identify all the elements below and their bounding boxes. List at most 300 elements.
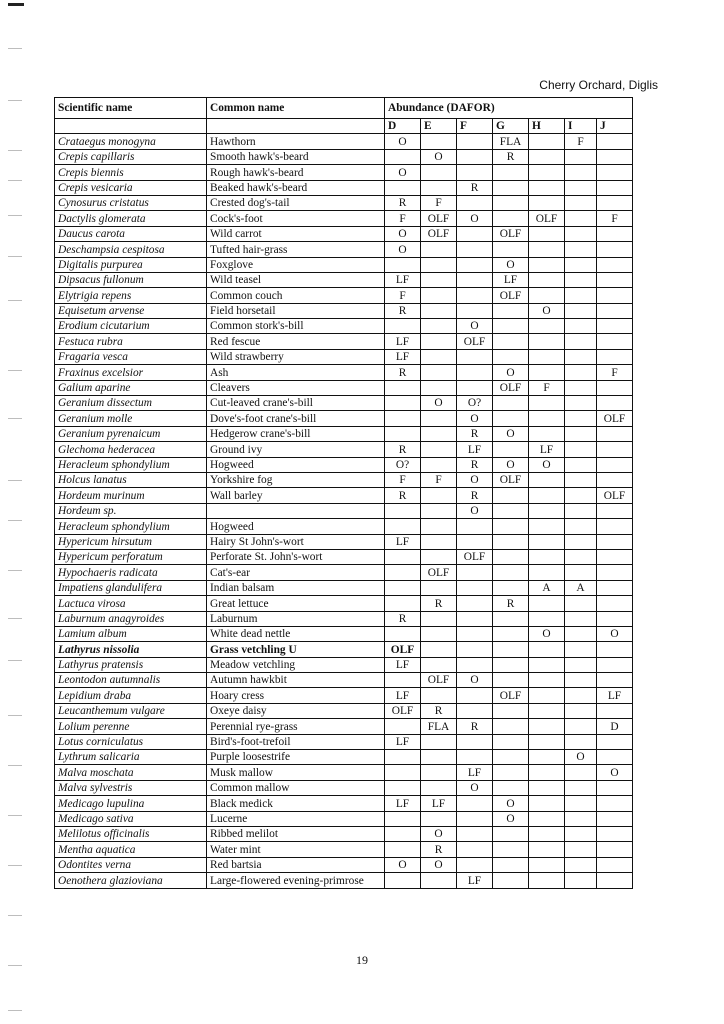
abundance-cell-f: O [457, 411, 493, 426]
abundance-cell-g [493, 180, 529, 195]
margin-tick [8, 1010, 22, 1011]
abundance-cell-f [457, 349, 493, 364]
scientific-name-cell: Lotus corniculatus [55, 734, 207, 749]
abundance-cell-i [565, 411, 597, 426]
abundance-cell-j [597, 180, 633, 195]
abundance-cell-f: OLF [457, 334, 493, 349]
abundance-cell-h: O [529, 303, 565, 318]
abundance-cell-h [529, 195, 565, 210]
abundance-cell-e [421, 272, 457, 287]
abundance-cell-e [421, 503, 457, 518]
abundance-cell-e: F [421, 472, 457, 487]
scientific-name-cell: Glechoma hederacea [55, 442, 207, 457]
abundance-cell-f: LF [457, 873, 493, 888]
abundance-cell-d: LF [385, 272, 421, 287]
abundance-cell-i [565, 503, 597, 518]
abundance-cell-d [385, 811, 421, 826]
abundance-cell-e [421, 134, 457, 149]
abundance-cell-e [421, 750, 457, 765]
table-row [55, 734, 633, 749]
common-name-cell: Red bartsia [207, 857, 385, 872]
abundance-cell-h [529, 826, 565, 841]
abundance-cell-f: O? [457, 396, 493, 411]
abundance-cell-i [565, 534, 597, 549]
abundance-cell-g [493, 195, 529, 210]
scientific-name-cell: Fraxinus excelsior [55, 365, 207, 380]
abundance-cell-h [529, 534, 565, 549]
table-row [55, 488, 633, 503]
common-name-cell: Wild carrot [207, 226, 385, 241]
abundance-cell-j [597, 503, 633, 518]
abundance-cell-h [529, 596, 565, 611]
abundance-cell-h [529, 257, 565, 272]
scientific-name-cell: Hypericum perforatum [55, 549, 207, 564]
abundance-cell-j [597, 611, 633, 626]
abundance-cell-d [385, 673, 421, 688]
scientific-name-cell: Cynosurus cristatus [55, 195, 207, 210]
scientific-name-cell: Crepis vesicaria [55, 180, 207, 195]
abundance-cell-h [529, 411, 565, 426]
abundance-cell-d: F [385, 211, 421, 226]
abundance-cell-d [385, 380, 421, 395]
scientific-name-cell: Crataegus monogyna [55, 134, 207, 149]
abundance-cell-e [421, 611, 457, 626]
common-name-cell: Crested dog's-tail [207, 195, 385, 210]
abundance-cell-i [565, 257, 597, 272]
abundance-cell-e [421, 288, 457, 303]
common-name-cell: Wild strawberry [207, 349, 385, 364]
abundance-cell-f [457, 534, 493, 549]
abundance-cell-i [565, 826, 597, 841]
abundance-cell-g [493, 611, 529, 626]
table-row [55, 195, 633, 210]
abundance-cell-d [385, 519, 421, 534]
abundance-cell-j [597, 134, 633, 149]
abundance-cell-j [597, 703, 633, 718]
abundance-cell-f: O [457, 503, 493, 518]
abundance-cell-d: O [385, 242, 421, 257]
abundance-cell-g [493, 750, 529, 765]
margin-tick [8, 618, 22, 619]
abundance-cell-f [457, 842, 493, 857]
common-name-cell [207, 503, 385, 518]
abundance-cell-h [529, 165, 565, 180]
margin-tick [8, 150, 22, 151]
scientific-name-cell: Medicago lupulina [55, 796, 207, 811]
abundance-cell-d: O [385, 226, 421, 241]
common-name-cell: Dove's-foot crane's-bill [207, 411, 385, 426]
margin-tick [8, 48, 22, 49]
common-name-cell: Beaked hawk's-beard [207, 180, 385, 195]
abundance-cell-j [597, 349, 633, 364]
abundance-cell-g [493, 396, 529, 411]
abundance-cell-h [529, 226, 565, 241]
scientific-name-cell: Holcus lanatus [55, 472, 207, 487]
scientific-name-cell: Lathyrus nissolia [55, 642, 207, 657]
abundance-cell-e [421, 257, 457, 272]
scientific-name-cell: Crepis biennis [55, 165, 207, 180]
abundance-cell-j [597, 857, 633, 872]
abundance-cell-g [493, 411, 529, 426]
abundance-cell-h [529, 349, 565, 364]
abundance-cell-f: O [457, 673, 493, 688]
abundance-cell-f [457, 303, 493, 318]
abundance-cell-f [457, 857, 493, 872]
common-name-cell: Laburnum [207, 611, 385, 626]
table-row [55, 857, 633, 872]
abundance-cell-i [565, 519, 597, 534]
abundance-cell-d: LF [385, 657, 421, 672]
abundance-cell-i [565, 195, 597, 210]
abundance-cell-f [457, 519, 493, 534]
table-row [55, 149, 633, 164]
abundance-cell-d: LF [385, 334, 421, 349]
abundance-cell-i [565, 842, 597, 857]
abundance-cell-f [457, 596, 493, 611]
abundance-cell-e [421, 626, 457, 641]
abundance-cell-i [565, 288, 597, 303]
abundance-cell-j [597, 242, 633, 257]
scientific-name-cell: Leucanthemum vulgare [55, 703, 207, 718]
abundance-cell-j [597, 734, 633, 749]
abundance-cell-i [565, 549, 597, 564]
table-row [55, 211, 633, 226]
abundance-cell-i [565, 796, 597, 811]
scientific-name-cell: Dactylis glomerata [55, 211, 207, 226]
scientific-name-cell: Dipsacus fullonum [55, 272, 207, 287]
abundance-cell-d [385, 319, 421, 334]
abundance-cell-i [565, 565, 597, 580]
common-name-cell: Oxeye daisy [207, 703, 385, 718]
abundance-cell-d [385, 580, 421, 595]
corner-mark [8, 3, 24, 6]
abundance-cell-f [457, 657, 493, 672]
abundance-cell-h [529, 642, 565, 657]
abundance-cell-d [385, 396, 421, 411]
abundance-cell-i [565, 334, 597, 349]
table-row [55, 257, 633, 272]
abundance-cell-j [597, 580, 633, 595]
abundance-cell-e [421, 580, 457, 595]
abundance-cell-d: R [385, 365, 421, 380]
common-name-cell: Common couch [207, 288, 385, 303]
abundance-cell-i [565, 211, 597, 226]
common-name-cell: Ribbed melilot [207, 826, 385, 841]
common-name-cell: Cock's-foot [207, 211, 385, 226]
abundance-cell-d [385, 750, 421, 765]
abundance-cell-g [493, 873, 529, 888]
abundance-cell-d [385, 503, 421, 518]
abundance-cell-f [457, 257, 493, 272]
abundance-cell-d [385, 411, 421, 426]
abundance-cell-d: O [385, 165, 421, 180]
abundance-cell-g [493, 842, 529, 857]
abundance-cell-d [385, 873, 421, 888]
abundance-cell-g [493, 242, 529, 257]
abundance-cell-e [421, 488, 457, 503]
abundance-cell-h [529, 365, 565, 380]
abundance-cell-d [385, 719, 421, 734]
abundance-cell-g: OLF [493, 380, 529, 395]
abundance-cell-d: O? [385, 457, 421, 472]
table-row [55, 288, 633, 303]
scientific-name-cell: Mentha aquatica [55, 842, 207, 857]
scientific-name-cell: Melilotus officinalis [55, 826, 207, 841]
header-blank [207, 119, 385, 134]
abundance-cell-e [421, 688, 457, 703]
abundance-cell-d [385, 565, 421, 580]
common-name-cell: Musk mallow [207, 765, 385, 780]
table-row [55, 411, 633, 426]
abundance-cell-e: O [421, 396, 457, 411]
abundance-cell-f [457, 195, 493, 210]
abundance-cell-j [597, 334, 633, 349]
abundance-cell-e [421, 380, 457, 395]
common-name-cell: Wall barley [207, 488, 385, 503]
abundance-cell-g: LF [493, 272, 529, 287]
abundance-cell-h [529, 396, 565, 411]
abundance-cell-i [565, 611, 597, 626]
abundance-cell-h [529, 688, 565, 703]
header-col-j: J [597, 119, 633, 134]
abundance-cell-j [597, 826, 633, 841]
scientific-name-cell: Medicago sativa [55, 811, 207, 826]
margin-tick [8, 520, 22, 521]
abundance-cell-i [565, 272, 597, 287]
abundance-cell-g [493, 349, 529, 364]
abundance-cell-g: OLF [493, 688, 529, 703]
common-name-cell: Smooth hawk's-beard [207, 149, 385, 164]
abundance-cell-e [421, 242, 457, 257]
abundance-cell-g: OLF [493, 472, 529, 487]
abundance-cell-f [457, 750, 493, 765]
abundance-cell-i [565, 303, 597, 318]
abundance-cell-g: FLA [493, 134, 529, 149]
scientific-name-cell: Elytrigia repens [55, 288, 207, 303]
common-name-cell: Perforate St. John's-wort [207, 549, 385, 564]
abundance-cell-h [529, 503, 565, 518]
scientific-name-cell: Festuca rubra [55, 334, 207, 349]
abundance-cell-d: F [385, 472, 421, 487]
abundance-cell-i [565, 396, 597, 411]
scientific-name-cell: Equisetum arvense [55, 303, 207, 318]
common-name-cell: Hogweed [207, 457, 385, 472]
table-row [55, 272, 633, 287]
margin-tick [8, 865, 22, 866]
common-name-cell: Great lettuce [207, 596, 385, 611]
abundance-cell-g [493, 549, 529, 564]
abundance-cell-f: R [457, 488, 493, 503]
abundance-cell-e: O [421, 149, 457, 164]
abundance-cell-g: O [493, 811, 529, 826]
table-row [55, 503, 633, 518]
abundance-cell-d: LF [385, 734, 421, 749]
abundance-cell-h [529, 472, 565, 487]
abundance-cell-e: FLA [421, 719, 457, 734]
table-row [55, 688, 633, 703]
abundance-cell-g [493, 519, 529, 534]
scientific-name-cell: Daucus carota [55, 226, 207, 241]
scientific-name-cell: Geranium molle [55, 411, 207, 426]
abundance-cell-j [597, 549, 633, 564]
abundance-cell-h [529, 288, 565, 303]
abundance-cell-g [493, 319, 529, 334]
common-name-cell: Bird's-foot-trefoil [207, 734, 385, 749]
scientific-name-cell: Laburnum anagyroides [55, 611, 207, 626]
common-name-cell: Field horsetail [207, 303, 385, 318]
table-row [55, 319, 633, 334]
header-abundance: Abundance (DAFOR) [385, 98, 633, 119]
margin-tick [8, 256, 22, 257]
scientific-name-cell: Lepidium draba [55, 688, 207, 703]
abundance-cell-j [597, 457, 633, 472]
abundance-cell-e: R [421, 703, 457, 718]
abundance-cell-j [597, 780, 633, 795]
abundance-cell-f [457, 365, 493, 380]
abundance-cell-g [493, 211, 529, 226]
abundance-cell-j [597, 165, 633, 180]
abundance-cell-i [565, 596, 597, 611]
abundance-cell-f: R [457, 180, 493, 195]
abundance-cell-e [421, 365, 457, 380]
abundance-cell-g [493, 565, 529, 580]
abundance-cell-i [565, 734, 597, 749]
common-name-cell: Cut-leaved crane's-bill [207, 396, 385, 411]
abundance-cell-d [385, 549, 421, 564]
common-name-cell: Yorkshire fog [207, 472, 385, 487]
abundance-cell-h: F [529, 380, 565, 395]
abundance-cell-j [597, 396, 633, 411]
abundance-cell-d: LF [385, 688, 421, 703]
abundance-cell-f [457, 242, 493, 257]
abundance-cell-f [457, 826, 493, 841]
abundance-cell-f: R [457, 719, 493, 734]
scientific-name-cell: Digitalis purpurea [55, 257, 207, 272]
abundance-cell-f: LF [457, 765, 493, 780]
margin-tick [8, 815, 22, 816]
common-name-cell: Large-flowered evening-primrose [207, 873, 385, 888]
common-name-cell: Perennial rye-grass [207, 719, 385, 734]
scientific-name-cell: Malva sylvestris [55, 780, 207, 795]
abundance-cell-h [529, 319, 565, 334]
abundance-cell-d [385, 426, 421, 441]
table-row [55, 565, 633, 580]
abundance-cell-h: A [529, 580, 565, 595]
table-row [55, 719, 633, 734]
common-name-cell: Red fescue [207, 334, 385, 349]
abundance-cell-i: A [565, 580, 597, 595]
abundance-cell-i [565, 626, 597, 641]
abundance-cell-f [457, 565, 493, 580]
abundance-cell-e: OLF [421, 226, 457, 241]
abundance-cell-g [493, 442, 529, 457]
margin-tick [8, 370, 22, 371]
common-name-cell: Common mallow [207, 780, 385, 795]
abundance-cell-f: OLF [457, 549, 493, 564]
margin-tick [8, 100, 22, 101]
abundance-cell-e [421, 811, 457, 826]
abundance-cell-f [457, 642, 493, 657]
header-col-f: F [457, 119, 493, 134]
abundance-cell-f [457, 703, 493, 718]
abundance-cell-h [529, 488, 565, 503]
abundance-cell-e [421, 442, 457, 457]
abundance-cell-h [529, 734, 565, 749]
abundance-cell-i [565, 319, 597, 334]
table-row [55, 334, 633, 349]
table-row [55, 472, 633, 487]
table-row [55, 765, 633, 780]
table-row [55, 396, 633, 411]
abundance-cell-i [565, 180, 597, 195]
table-row [55, 596, 633, 611]
table-row [55, 442, 633, 457]
abundance-cell-j [597, 873, 633, 888]
abundance-cell-i [565, 149, 597, 164]
abundance-cell-j [597, 842, 633, 857]
abundance-cell-h [529, 796, 565, 811]
abundance-cell-i: O [565, 750, 597, 765]
abundance-cell-h [529, 334, 565, 349]
abundance-cell-j: D [597, 719, 633, 734]
common-name-cell: Cat's-ear [207, 565, 385, 580]
common-name-cell: Meadow vetchling [207, 657, 385, 672]
abundance-cell-i [565, 873, 597, 888]
abundance-cell-j [597, 673, 633, 688]
abundance-cell-i [565, 857, 597, 872]
margin-tick [8, 765, 22, 766]
abundance-cell-f [457, 149, 493, 164]
abundance-cell-i [565, 703, 597, 718]
abundance-cell-h [529, 673, 565, 688]
abundance-cell-g: OLF [493, 226, 529, 241]
abundance-cell-j: O [597, 765, 633, 780]
scientific-name-cell: Crepis capillaris [55, 149, 207, 164]
abundance-cell-e: R [421, 842, 457, 857]
table-row [55, 626, 633, 641]
abundance-cell-h: O [529, 457, 565, 472]
scientific-name-cell: Lamium album [55, 626, 207, 641]
margin-tick [8, 418, 22, 419]
species-abundance-table [54, 97, 633, 889]
abundance-cell-d: R [385, 488, 421, 503]
margin-tick [8, 300, 22, 301]
scientific-name-cell: Hypochaeris radicata [55, 565, 207, 580]
abundance-cell-e [421, 734, 457, 749]
abundance-cell-f [457, 688, 493, 703]
abundance-cell-h [529, 857, 565, 872]
common-name-cell: Purple loosestrife [207, 750, 385, 765]
abundance-cell-d [385, 780, 421, 795]
abundance-cell-g [493, 503, 529, 518]
abundance-cell-j [597, 642, 633, 657]
scientific-name-cell: Impatiens glandulifera [55, 580, 207, 595]
abundance-cell-g [493, 626, 529, 641]
abundance-cell-d [385, 257, 421, 272]
abundance-cell-d [385, 596, 421, 611]
abundance-cell-d: OLF [385, 703, 421, 718]
common-name-cell: Foxglove [207, 257, 385, 272]
margin-tick [8, 570, 22, 571]
abundance-cell-e [421, 657, 457, 672]
common-name-cell: Tufted hair-grass [207, 242, 385, 257]
abundance-cell-g [493, 642, 529, 657]
header-col-h: H [529, 119, 565, 134]
abundance-cell-e [421, 642, 457, 657]
abundance-cell-h [529, 149, 565, 164]
abundance-cell-i [565, 426, 597, 441]
table-row [55, 750, 633, 765]
